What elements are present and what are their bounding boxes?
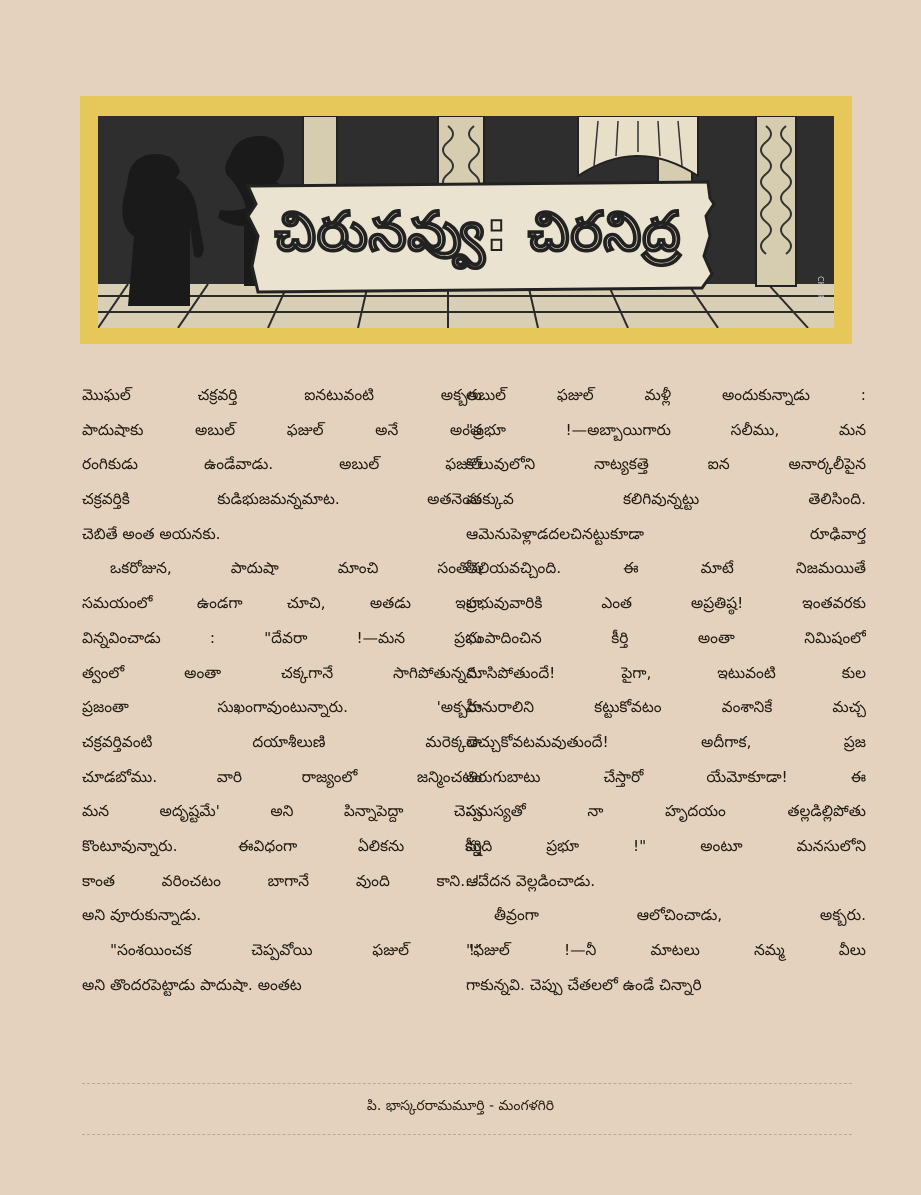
text-line: త్వంలో అంతా చక్కగానే సాగిపోతున్నది. <box>82 663 482 682</box>
text-line: చక్రవర్తికి కుడిభుజమన్నమాట. అతనెంత <box>82 490 482 509</box>
text-line: న్నది ప్రభూ !" అంటూ మనసులోని <box>466 836 866 855</box>
text-line: ఆమెనుపెళ్లాడదలచినట్టుకూడా రూఢివార్త <box>466 524 866 543</box>
text-line: కొంటూవున్నారు. ఈవిధంగా ఏలికను కీర్తి <box>82 836 482 855</box>
text-line: అని తొందరపెట్టాడు పాదుషా. అంతట <box>82 975 302 994</box>
divider-bottom <box>82 1134 852 1135</box>
text-line: "సంశయించక చెప్పవోయి ఫజుల్ !" <box>110 941 482 959</box>
text-line: సమయంలో ఉండగా చూచి, అతడు ఇలా <box>82 594 482 613</box>
text-line: మొఘల్ చక్రవర్తి ఐనటువంటి అక్బరు <box>82 386 482 404</box>
text-line: చెబితే అంత అయనకు. <box>82 524 221 543</box>
text-line: గాకున్నవి. చెప్పు చేతలలో ఉండే చిన్నారి <box>466 975 702 994</box>
paragraph <box>82 551 482 933</box>
text-line: విన్నవించాడు : "దేవరా !—మన ప్రభు <box>82 628 482 647</box>
text-line: హీనురాలిని కట్టుకోవటం వంశానికే మచ్చ <box>466 698 866 717</box>
text-line: మక్కువ కలిగివున్నట్టు తెలిసింది. <box>466 490 866 509</box>
author-byline: పి. భాస్కరరామమూర్తి - మంగళగిరి <box>366 1098 555 1114</box>
text-line: ప్రభువువారికి ఎంత అప్రతిష్ఠ! ఇంతవరకు <box>466 594 866 613</box>
text-line: తెచ్చుకోవటమవుతుందే! అదీగాక, ప్రజ <box>466 732 866 751</box>
text-line: ప్రజంతా సుఖంగావుంటున్నారు. 'అక్బరు <box>82 698 482 717</box>
text-line: చక్రవర్తివంటి దయాశీలుణి మరెక్కడా <box>82 732 482 751</box>
text-line: తెలియవచ్చింది. ఈ మాటే నిజమయితే <box>466 559 866 578</box>
story-title: చిరునవ్వు: చిరనిద్ర <box>274 199 682 263</box>
text-line: ఆవేదన వెల్లడించాడు. <box>466 871 596 890</box>
paragraph <box>466 378 866 898</box>
paragraph <box>466 898 866 1002</box>
text-line: అబుల్ ఫజుల్ మళ్లీ అందుకున్నాడు : <box>466 386 866 404</box>
divider-top <box>82 1083 852 1084</box>
text-line: తిరుగుబాటు చేస్తారో యేమోకూడా! ఈ <box>466 767 866 786</box>
title-board <box>248 186 708 290</box>
text-line: చూడబోము. వారి రాజ్యంలో జన్మించటం <box>82 767 482 786</box>
text-line: "ప్రభూ !—అబ్బాయిగారు సలీము, మన <box>466 420 866 439</box>
text-line: మాసిపోతుందే! పైగా, ఇటువంటి కుల <box>466 663 866 682</box>
left-column <box>82 378 482 1002</box>
text-line: కాంత వరించటం బాగానే వుంది కాని..." <box>82 871 482 890</box>
paragraph <box>82 933 482 1002</box>
text-line: తీవ్రంగా ఆలోచించాడు, అక్బరు. <box>494 906 866 925</box>
text-line: సమస్యతో నా హృదయం తల్లడిల్లిపోతు <box>466 802 866 821</box>
text-line: మన అదృష్టమే' అని పిన్నాపెద్దా చెప్ప <box>82 802 482 821</box>
svg-text:CHITRA: CHITRA <box>816 276 825 306</box>
text-line: సంపాదించిన కీర్తి అంతా నిమిషంలో <box>466 628 866 647</box>
text-line: ఒకరోజున, పాదుషా మాంచి సంతోష <box>110 559 482 578</box>
paragraph <box>82 378 482 551</box>
banner-illustration <box>98 116 834 328</box>
text-line: "ఫజుల్ !—నీ మాటలు నమ్మ వీలు <box>466 941 866 959</box>
title-banner <box>80 96 852 344</box>
text-line: కొలువులోని నాట్యకత్తె ఐన అనార్కలీపైన <box>466 455 866 474</box>
right-column <box>466 378 866 1002</box>
text-line: రంగికుడు ఉండేవాడు. అబుల్ ఫజుల్ <box>82 455 482 474</box>
text-line: పాదుషాకు అబుల్ ఫజుల్ అనే అంత <box>82 420 482 439</box>
text-line: అని వూరుకున్నాడు. <box>82 906 202 925</box>
